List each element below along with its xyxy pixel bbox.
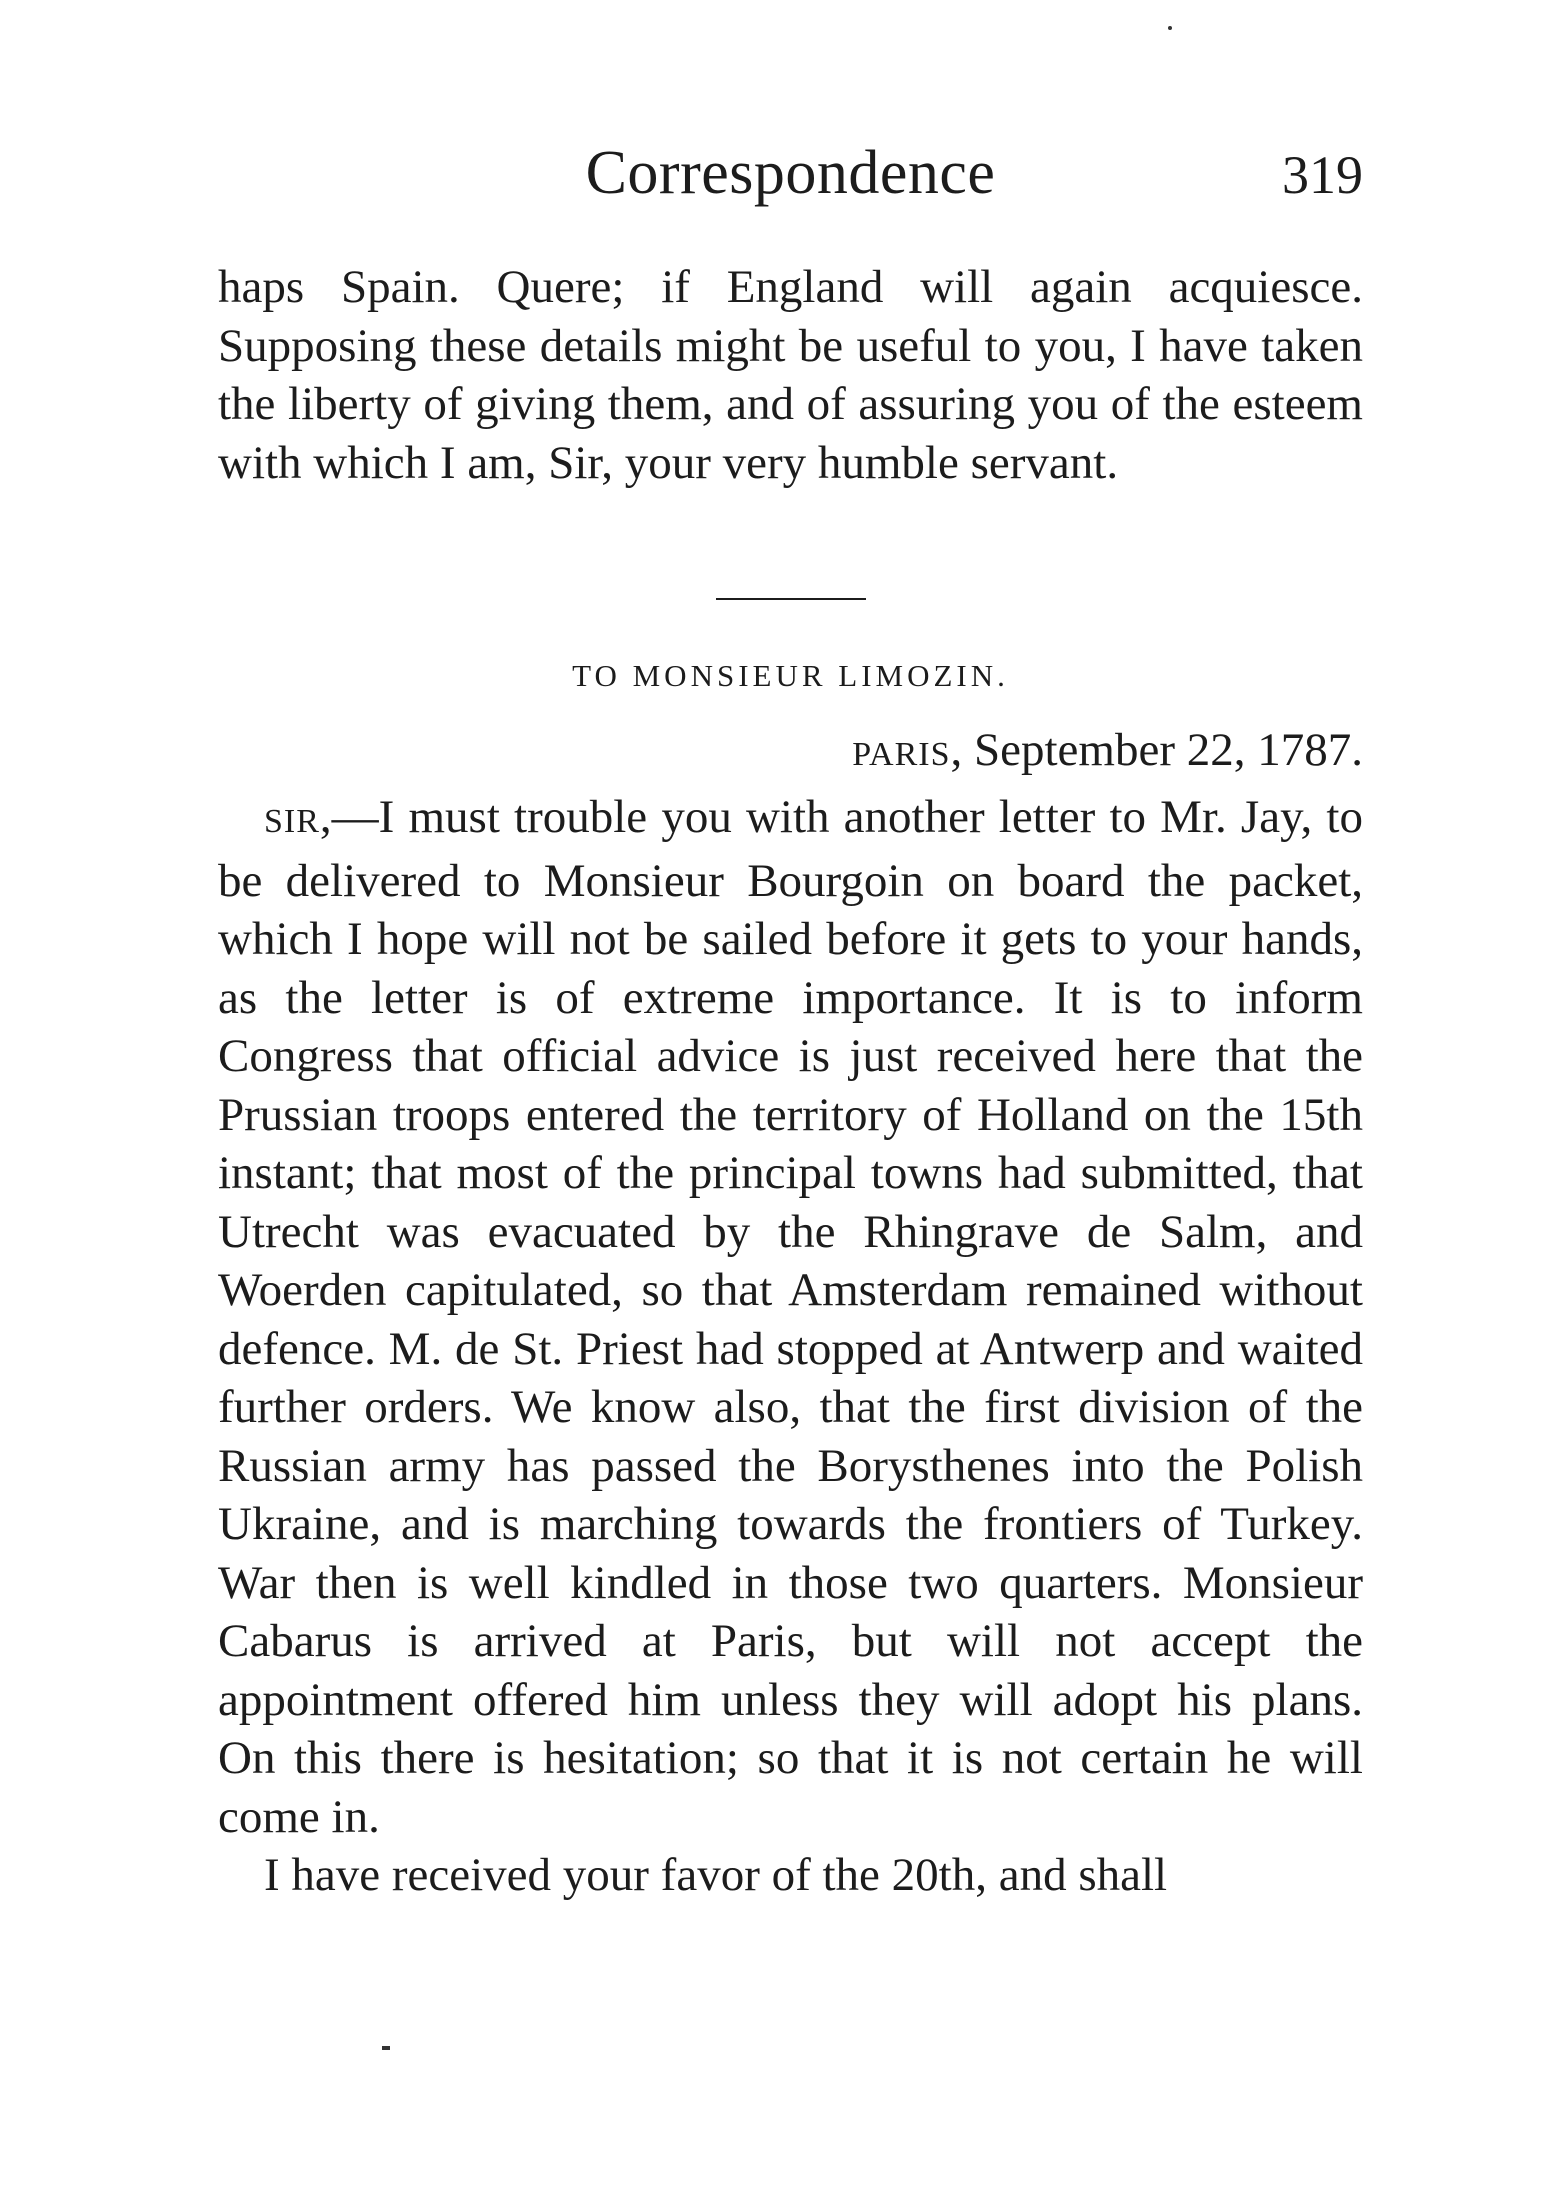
opening-paragraph: haps Spain. Quere; if England will again acquiesce. Supposing these details might be useful to you, I have taken the liberty of giving them, and of assuring you of the esteem with which I am, Sir, your very humble servant. [218,261,1363,489]
print-speck [1168,26,1172,30]
dateline-date: , September 22, 1787. [950,724,1363,776]
dateline [852,720,1363,785]
print-speck [382,2046,390,2050]
running-title: Correspondence [585,139,996,207]
letter-paragraph [218,788,1363,1846]
letter-body [218,788,1363,1905]
section-divider [716,598,866,600]
letter-paragraph-continued: I have received your favor of the 20th, and shall [264,1849,1168,1901]
page-number: 319 [1282,145,1363,205]
dateline-place: PARIS [852,736,951,773]
running-head [218,138,1363,208]
letter-heading: TO MONSIEUR LIMOZIN. [572,658,1009,693]
salutation: SIR [264,803,320,840]
letter-paragraph-text: ,—I must trouble you with another letter to Mr. Jay, to be delivered to Monsieur Bourgoin on board the packet, which I hope will not be sailed before it gets to your hands, as the letter is of extreme importance. It is to inform Congress that official advice is just received here that the Prussian troops entered the territory of Holland on the 15th instant; that most of the principal towns had submitted, that Utrecht was evacuated by the Rhingrave de Salm, and Woerden capitulated, so that Amsterdam remained without defence. M. de St. Priest had stopped at Antwerp and waited further orders. We know also, that the first division of the Russian army has passed the Borysthenes into the Polish Ukraine, and is marching towards the frontiers of Turkey. War then is well kindled in those two quarters. Monsieur Cabarus is arrived at Paris, but will not accept the appointment offered him unless they will adopt his plans. On this there is hesitation; so that it is not certain he will come in. [218,791,1363,1843]
opening-paragraph-block [218,258,1363,492]
